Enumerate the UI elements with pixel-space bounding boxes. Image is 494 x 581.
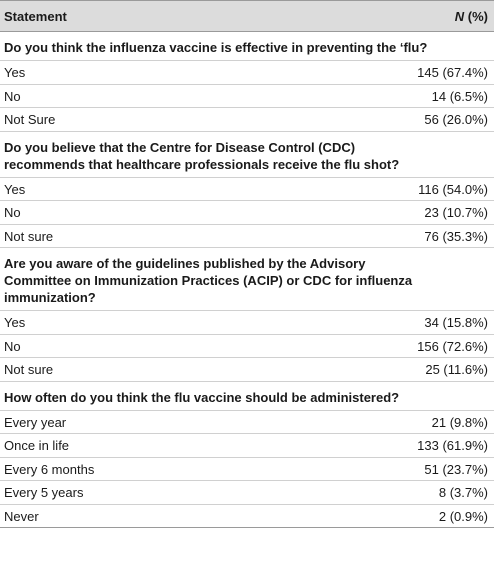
response-count: 14 (6.5%) [431,88,488,104]
response-label: Not sure [4,362,54,377]
response-label: Once in life [4,438,70,453]
response-count: 23 (10.7%) [424,205,488,220]
question-heading: Are you aware of the guidelines published by the Advisory Committee on Immunization Practices (ACIP) or CDC for influenza immunization? [0,248,494,311]
table-row [0,434,494,458]
response-count: 8 (3.7%) [438,485,488,500]
response-label: Yes [4,315,26,330]
response-label: Not sure [4,228,54,244]
pct-label: (%) [464,9,488,24]
response-label: No [4,88,21,104]
response-count: 2 (0.9%) [438,508,488,524]
count-column-header [455,9,488,24]
response-count: 76 (35.3%) [424,228,488,244]
response-label: No [4,205,21,220]
response-count: 56 (26.0%) [424,112,488,127]
response-count: 116 (54.0%) [418,181,488,197]
response-count: 156 (72.6%) [417,338,488,354]
table-row [0,458,494,482]
table-row [0,505,494,529]
response-label: Never [4,508,39,524]
question-heading: Do you believe that the Centre for Disease Control (CDC) recommends that healthcare professionals receive the flu shot? [0,132,494,178]
table-body [0,32,494,528]
statement-column-header: Statement [4,9,67,24]
response-count: 34 (15.8%) [424,315,488,330]
response-label: Yes [4,65,26,80]
table-row [0,411,494,435]
table-row [0,61,494,85]
n-label: N [454,9,465,24]
table-row [0,481,494,505]
response-label: Yes [4,181,26,197]
response-label: No [4,338,21,354]
table-header [0,0,494,32]
table-row [0,108,494,132]
question-heading: Do you think the influenza vaccine is effective in preventing the ‘flu? [0,32,494,61]
question-heading: How often do you think the flu vaccine should be administered? [0,382,494,411]
table-row [0,358,494,382]
table-row [0,335,494,359]
table-row [0,85,494,109]
response-count: 51 (23.7%) [424,461,488,477]
table-row [0,201,494,225]
response-count: 133 (61.9%) [417,438,488,453]
table-row [0,225,494,249]
response-count: 25 (11.6%) [425,362,488,377]
response-count: 21 (9.8%) [431,414,488,430]
table-row [0,311,494,335]
response-label: Every 5 years [4,485,84,500]
response-label: Every 6 months [4,461,95,477]
response-label: Every year [4,414,67,430]
table-row [0,178,494,202]
response-label: Not Sure [4,112,56,127]
response-count: 145 (67.4%) [417,65,488,80]
